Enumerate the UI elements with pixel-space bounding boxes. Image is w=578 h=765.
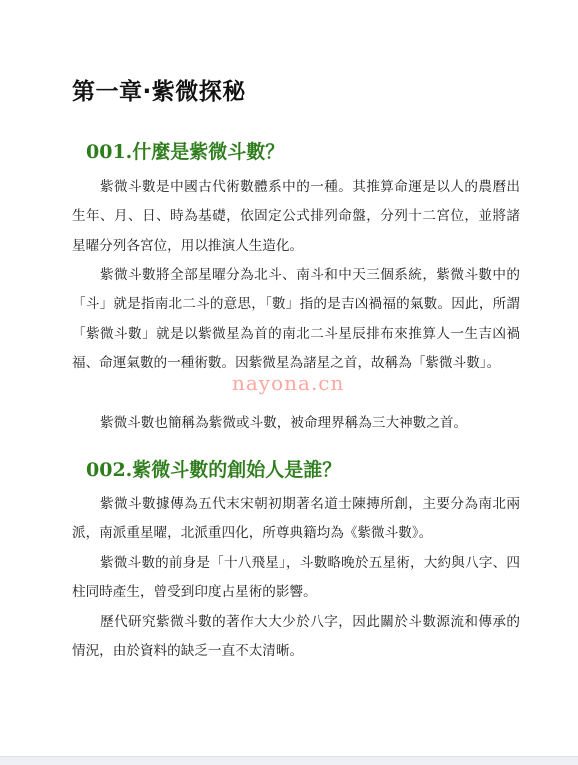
watermark-text: nayona.cn xyxy=(232,371,345,395)
paragraph-002-1: 紫微斗數據傳為五代末宋朝初期著名道士陳摶所創，主要分為南北兩派，南派重星曜，北派重四化，所尊典籍均為《紫微斗數》。 xyxy=(72,496,520,542)
paragraph-001-2: 紫微斗數將全部星曜分為北斗、南斗和中天三個系統，紫微斗數中的「斗」就是指南北二斗的意思，「數」指的是吉凶禍福的氣數。因此，所謂「紫微斗數」就是以紫微星為首的南北二斗星辰排布來推算人一生吉凶禍福、命運氣數的一種術數。因紫微星為諸星之首，故稱為「紫微斗數」。 xyxy=(72,267,520,371)
paragraph-001-3: 紫微斗數也簡稱為紫微或斗數，被命理界稱為三大神數之首。 xyxy=(100,415,468,431)
page-bottom-edge xyxy=(0,756,578,765)
chapter-title: 第一章·紫微探秘 xyxy=(72,79,246,105)
paragraph-002-3: 歷代研究紫微斗數的著作大大少於八字，因此關於斗數源流和傳承的情況，由於資料的缺乏一直不太清晰。 xyxy=(72,614,520,660)
paragraph-001-1: 紫微斗數是中國古代術數體系中的一種。其推算命運是以人的農曆出生年、月、日、時為基礎，依固定公式排列命盤，分列十二宮位，並將諸星曜分列各宮位，用以推演人生造化。 xyxy=(72,179,520,254)
paragraph-002-2: 紫微斗數的前身是「十八飛星」，斗數略晚於五星術，大約與八字、四柱同時產生，曾受到印度占星術的影響。 xyxy=(72,555,520,601)
section-heading-001: 001.什麼是紫微斗數？ xyxy=(86,141,285,163)
section-heading-002: 002.紫微斗數的創始人是誰？ xyxy=(86,459,342,481)
